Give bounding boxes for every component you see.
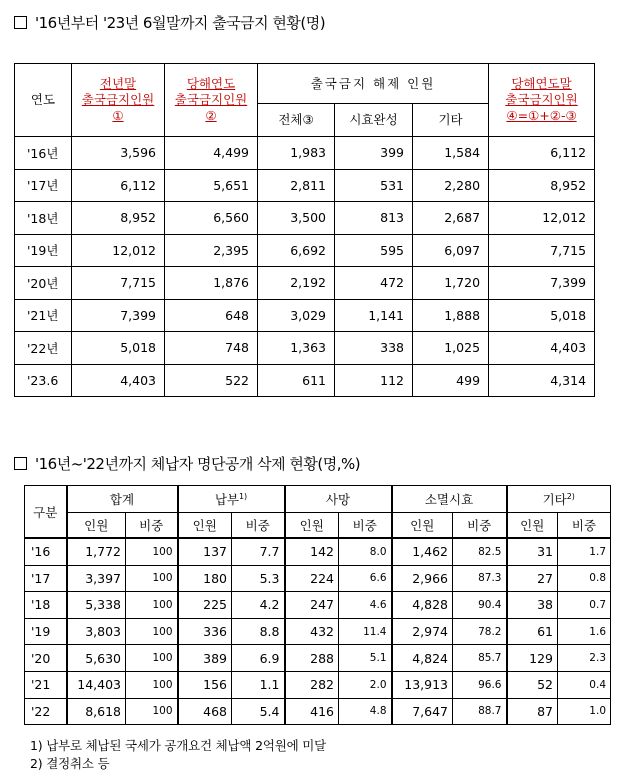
cell-oth_n: 87 [507, 698, 558, 725]
header-payment: 납부$^{1)}$ [178, 486, 285, 513]
cell-year: '16 [25, 538, 67, 565]
cell-curr: 6,560 [165, 202, 258, 235]
cell-year: '21 [25, 671, 67, 698]
cell-oth_n: 31 [507, 538, 558, 565]
cell-other: 6,097 [413, 234, 489, 267]
cell-sum_r: 100 [126, 671, 178, 698]
cell-pay_r: 4.2 [232, 592, 285, 619]
header-ratio: 비중 [126, 513, 178, 539]
cell-sum_r: 100 [126, 565, 178, 592]
cell-death_r: 8.0 [339, 538, 392, 565]
table-row [25, 671, 611, 698]
cell-exp_r: 96.6 [453, 671, 507, 698]
cell-year: '18년 [15, 202, 72, 235]
cell-other: 1,720 [413, 267, 489, 300]
cell-other: 1,025 [413, 332, 489, 365]
cell-oth_n: 38 [507, 592, 558, 619]
header-release-other: 기타 [413, 104, 489, 137]
cell-expiry: 531 [335, 169, 413, 202]
cell-death_n: 224 [285, 565, 339, 592]
cell-exp_r: 88.7 [453, 698, 507, 725]
cell-exp_n: 4,824 [392, 645, 453, 672]
cell-other: 2,280 [413, 169, 489, 202]
table-row [25, 565, 611, 592]
travel-ban-table [14, 63, 595, 397]
cell-pay_r: 6.9 [232, 645, 285, 672]
header-release-total: 전체③ [258, 104, 335, 137]
cell-death_r: 5.1 [339, 645, 392, 672]
cell-curr: 2,395 [165, 234, 258, 267]
header-ratio: 비중 [558, 513, 611, 539]
cell-total: 1,983 [258, 137, 335, 170]
cell-year: '22 [25, 698, 67, 725]
cell-year: '19년 [15, 234, 72, 267]
cell-oth_r: 0.4 [558, 671, 611, 698]
cell-exp_n: 2,966 [392, 565, 453, 592]
table-row [15, 169, 595, 202]
cell-other: 1,888 [413, 299, 489, 332]
table-row [25, 618, 611, 645]
cell-end: 8,952 [489, 169, 595, 202]
cell-death_n: 416 [285, 698, 339, 725]
cell-pay_n: 180 [178, 565, 232, 592]
cell-sum_r: 100 [126, 538, 178, 565]
cell-end: 7,399 [489, 267, 595, 300]
table-row [25, 592, 611, 619]
cell-total: 1,363 [258, 332, 335, 365]
cell-prev: 6,112 [72, 169, 165, 202]
table-row [15, 202, 595, 235]
cell-pay_r: 8.8 [232, 618, 285, 645]
cell-prev: 12,012 [72, 234, 165, 267]
checkbox-square-icon [14, 457, 27, 470]
cell-oth_r: 1.0 [558, 698, 611, 725]
cell-exp_r: 90.4 [453, 592, 507, 619]
cell-other: 499 [413, 364, 489, 397]
cell-pay_n: 225 [178, 592, 232, 619]
cell-sum_n: 3,397 [67, 565, 126, 592]
cell-year: '17 [25, 565, 67, 592]
cell-death_n: 142 [285, 538, 339, 565]
header-year: 연도 [15, 64, 72, 137]
header-ratio: 비중 [232, 513, 285, 539]
cell-exp_r: 82.5 [453, 538, 507, 565]
cell-expiry: 399 [335, 137, 413, 170]
cell-sum_r: 100 [126, 618, 178, 645]
cell-expiry: 813 [335, 202, 413, 235]
cell-end: 4,403 [489, 332, 595, 365]
cell-prev: 7,399 [72, 299, 165, 332]
cell-pay_n: 336 [178, 618, 232, 645]
header-category: 구분 [25, 486, 67, 539]
cell-death_n: 432 [285, 618, 339, 645]
cell-pay_n: 137 [178, 538, 232, 565]
cell-total: 3,500 [258, 202, 335, 235]
table-row [15, 234, 595, 267]
cell-curr: 522 [165, 364, 258, 397]
cell-sum_n: 14,403 [67, 671, 126, 698]
table-row [15, 364, 595, 397]
cell-death_r: 4.6 [339, 592, 392, 619]
cell-pay_n: 468 [178, 698, 232, 725]
footnote-2: 2) 결정취소 등 [30, 756, 110, 771]
cell-sum_r: 100 [126, 698, 178, 725]
header-ratio: 비중 [339, 513, 392, 539]
cell-year: '20년 [15, 267, 72, 300]
cell-end: 5,018 [489, 299, 595, 332]
table-row [25, 698, 611, 725]
section2-title-text: '16년~'22년까지 체납자 명단공개 삭제 현황(명,%) [35, 455, 361, 473]
delinquent-list-table [24, 485, 611, 725]
cell-total: 611 [258, 364, 335, 397]
cell-expiry: 112 [335, 364, 413, 397]
cell-oth_n: 52 [507, 671, 558, 698]
cell-pay_r: 5.4 [232, 698, 285, 725]
cell-other: 1,584 [413, 137, 489, 170]
cell-year: '21년 [15, 299, 72, 332]
cell-expiry: 472 [335, 267, 413, 300]
table-row [25, 645, 611, 672]
cell-exp_r: 85.7 [453, 645, 507, 672]
cell-total: 6,692 [258, 234, 335, 267]
cell-pay_r: 1.1 [232, 671, 285, 698]
header-expiry: 소멸시효 [392, 486, 507, 513]
cell-expiry: 338 [335, 332, 413, 365]
header-current-year: 당해연도 출국금지인원 ② [165, 64, 258, 137]
header-release-group: 출국금지 해제 인원 [258, 64, 489, 104]
cell-year: '19 [25, 618, 67, 645]
cell-oth_r: 0.8 [558, 565, 611, 592]
cell-year: '18 [25, 592, 67, 619]
cell-exp_r: 87.3 [453, 565, 507, 592]
cell-curr: 748 [165, 332, 258, 365]
cell-pay_r: 7.7 [232, 538, 285, 565]
cell-sum_n: 8,618 [67, 698, 126, 725]
cell-total: 3,029 [258, 299, 335, 332]
cell-death_n: 247 [285, 592, 339, 619]
cell-end: 6,112 [489, 137, 595, 170]
header-count: 인원 [507, 513, 558, 539]
cell-sum_n: 1,772 [67, 538, 126, 565]
cell-exp_n: 1,462 [392, 538, 453, 565]
cell-death_r: 2.0 [339, 671, 392, 698]
cell-death_r: 6.6 [339, 565, 392, 592]
cell-exp_n: 2,974 [392, 618, 453, 645]
cell-oth_n: 27 [507, 565, 558, 592]
cell-year: '17년 [15, 169, 72, 202]
table-row [15, 137, 595, 170]
cell-curr: 5,651 [165, 169, 258, 202]
cell-curr: 648 [165, 299, 258, 332]
cell-expiry: 595 [335, 234, 413, 267]
header-sum: 합계 [67, 486, 178, 513]
cell-sum_r: 100 [126, 592, 178, 619]
table-row [15, 332, 595, 365]
cell-death_n: 282 [285, 671, 339, 698]
cell-oth_r: 1.7 [558, 538, 611, 565]
cell-other: 2,687 [413, 202, 489, 235]
cell-pay_n: 156 [178, 671, 232, 698]
cell-oth_n: 129 [507, 645, 558, 672]
cell-sum_n: 5,630 [67, 645, 126, 672]
section2-title [14, 453, 360, 474]
header-death: 사망 [285, 486, 392, 513]
cell-prev: 5,018 [72, 332, 165, 365]
cell-sum_n: 3,803 [67, 618, 126, 645]
cell-oth_r: 2.3 [558, 645, 611, 672]
cell-death_r: 4.8 [339, 698, 392, 725]
cell-end: 7,715 [489, 234, 595, 267]
table-row [15, 267, 595, 300]
cell-expiry: 1,141 [335, 299, 413, 332]
cell-curr: 1,876 [165, 267, 258, 300]
header-count: 인원 [178, 513, 232, 539]
cell-total: 2,811 [258, 169, 335, 202]
cell-end: 4,314 [489, 364, 595, 397]
cell-year: '22년 [15, 332, 72, 365]
cell-exp_n: 7,647 [392, 698, 453, 725]
table-row [15, 299, 595, 332]
header-count: 인원 [67, 513, 126, 539]
cell-total: 2,192 [258, 267, 335, 300]
header-release-expiry: 시효완성 [335, 104, 413, 137]
header-prev-year-end: 전년말 출국금지인원 ① [72, 64, 165, 137]
cell-year: '20 [25, 645, 67, 672]
cell-prev: 7,715 [72, 267, 165, 300]
header-current-year-end: 당해연도말 출국금지인원 ④=①+②-③ [489, 64, 595, 137]
cell-prev: 4,403 [72, 364, 165, 397]
cell-death_r: 11.4 [339, 618, 392, 645]
cell-sum_r: 100 [126, 645, 178, 672]
cell-year: '23.6 [15, 364, 72, 397]
cell-year: '16년 [15, 137, 72, 170]
cell-exp_n: 13,913 [392, 671, 453, 698]
cell-oth_r: 0.7 [558, 592, 611, 619]
cell-curr: 4,499 [165, 137, 258, 170]
cell-sum_n: 5,338 [67, 592, 126, 619]
cell-oth_n: 61 [507, 618, 558, 645]
cell-oth_r: 1.6 [558, 618, 611, 645]
cell-pay_r: 5.3 [232, 565, 285, 592]
cell-prev: 3,596 [72, 137, 165, 170]
header-count: 인원 [285, 513, 339, 539]
cell-end: 12,012 [489, 202, 595, 235]
cell-exp_r: 78.2 [453, 618, 507, 645]
header-other: 기타$^{2)}$ [507, 486, 611, 513]
cell-pay_n: 389 [178, 645, 232, 672]
cell-exp_n: 4,828 [392, 592, 453, 619]
cell-prev: 8,952 [72, 202, 165, 235]
section1-title-text: '16년부터 '23년 6월말까지 출국금지 현황(명) [35, 14, 326, 32]
checkbox-square-icon [14, 16, 27, 29]
table-row [25, 538, 611, 565]
header-count: 인원 [392, 513, 453, 539]
footnote-1: 1) 납부로 체납된 국세가 공개요건 체납액 2억원에 미달 [30, 738, 326, 753]
cell-death_n: 288 [285, 645, 339, 672]
section1-title [14, 12, 325, 33]
header-ratio: 비중 [453, 513, 507, 539]
